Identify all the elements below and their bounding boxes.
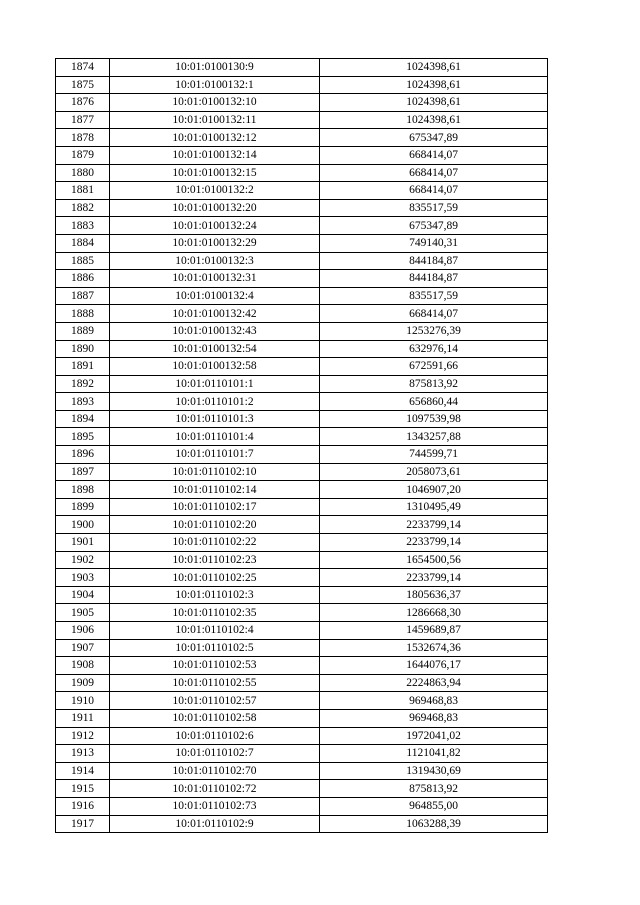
table-row [56, 780, 548, 798]
row-number-cell: 1897 [56, 463, 110, 481]
cadastral-value-cell: 835517,59 [320, 287, 548, 305]
cadastral-value-cell: 668414,07 [320, 146, 548, 164]
cadastral-value-table [55, 58, 548, 833]
row-number-cell: 1892 [56, 375, 110, 393]
row-number-cell: 1890 [56, 340, 110, 358]
cadastral-number-cell: 10:01:0100132:12 [110, 129, 320, 147]
table-row [56, 182, 548, 200]
row-number-cell: 1878 [56, 129, 110, 147]
cadastral-value-cell: 1063288,39 [320, 815, 548, 833]
table-row [56, 252, 548, 270]
table-row [56, 674, 548, 692]
row-number-cell: 1894 [56, 410, 110, 428]
cadastral-value-cell: 1046907,20 [320, 481, 548, 499]
cadastral-number-cell: 10:01:0100132:15 [110, 164, 320, 182]
cadastral-value-cell: 2233799,14 [320, 534, 548, 552]
cadastral-value-cell: 969468,83 [320, 709, 548, 727]
cadastral-number-cell: 10:01:0110102:53 [110, 657, 320, 675]
row-number-cell: 1909 [56, 674, 110, 692]
cadastral-number-cell: 10:01:0110102:7 [110, 745, 320, 763]
row-number-cell: 1881 [56, 182, 110, 200]
cadastral-value-cell: 668414,07 [320, 305, 548, 323]
row-number-cell: 1883 [56, 217, 110, 235]
table-row [56, 745, 548, 763]
row-number-cell: 1906 [56, 622, 110, 640]
cadastral-value-cell: 672591,66 [320, 358, 548, 376]
cadastral-number-cell: 10:01:0110102:22 [110, 534, 320, 552]
table-row [56, 709, 548, 727]
row-number-cell: 1908 [56, 657, 110, 675]
table-row [56, 375, 548, 393]
cadastral-number-cell: 10:01:0110101:1 [110, 375, 320, 393]
cadastral-number-cell: 10:01:0110102:23 [110, 551, 320, 569]
row-number-cell: 1893 [56, 393, 110, 411]
table-row [56, 199, 548, 217]
cadastral-value-cell: 969468,83 [320, 692, 548, 710]
row-number-cell: 1879 [56, 146, 110, 164]
cadastral-number-cell: 10:01:0100132:20 [110, 199, 320, 217]
cadastral-number-cell: 10:01:0110102:73 [110, 797, 320, 815]
cadastral-value-cell: 1024398,61 [320, 76, 548, 94]
cadastral-value-cell: 1121041,82 [320, 745, 548, 763]
cadastral-value-cell: 1310495,49 [320, 498, 548, 516]
cadastral-number-cell: 10:01:0100132:58 [110, 358, 320, 376]
row-number-cell: 1874 [56, 59, 110, 77]
cadastral-number-cell: 10:01:0100132:31 [110, 270, 320, 288]
cadastral-value-cell: 744599,71 [320, 446, 548, 464]
cadastral-value-cell: 1972041,02 [320, 727, 548, 745]
cadastral-value-cell: 835517,59 [320, 199, 548, 217]
row-number-cell: 1882 [56, 199, 110, 217]
row-number-cell: 1876 [56, 94, 110, 112]
table-row [56, 305, 548, 323]
table-row [56, 604, 548, 622]
row-number-cell: 1915 [56, 780, 110, 798]
cadastral-number-cell: 10:01:0100132:14 [110, 146, 320, 164]
cadastral-number-cell: 10:01:0100132:42 [110, 305, 320, 323]
table-row [56, 622, 548, 640]
table-row [56, 692, 548, 710]
table-row [56, 234, 548, 252]
cadastral-number-cell: 10:01:0110102:14 [110, 481, 320, 499]
table-row [56, 797, 548, 815]
row-number-cell: 1900 [56, 516, 110, 534]
cadastral-number-cell: 10:01:0110102:4 [110, 622, 320, 640]
cadastral-number-cell: 10:01:0100132:10 [110, 94, 320, 112]
cadastral-number-cell: 10:01:0100132:54 [110, 340, 320, 358]
table-row [56, 727, 548, 745]
cadastral-value-cell: 1024398,61 [320, 59, 548, 77]
cadastral-number-cell: 10:01:0110101:2 [110, 393, 320, 411]
cadastral-value-cell: 1024398,61 [320, 111, 548, 129]
table-row [56, 393, 548, 411]
table-row [56, 287, 548, 305]
row-number-cell: 1912 [56, 727, 110, 745]
row-number-cell: 1914 [56, 762, 110, 780]
cadastral-number-cell: 10:01:0110102:55 [110, 674, 320, 692]
row-number-cell: 1903 [56, 569, 110, 587]
cadastral-number-cell: 10:01:0100132:1 [110, 76, 320, 94]
cadastral-number-cell: 10:01:0110102:35 [110, 604, 320, 622]
cadastral-number-cell: 10:01:0100132:43 [110, 322, 320, 340]
table-row [56, 762, 548, 780]
cadastral-value-cell: 1644076,17 [320, 657, 548, 675]
table-row [56, 498, 548, 516]
table-row [56, 586, 548, 604]
table-row [56, 428, 548, 446]
table-row [56, 446, 548, 464]
cadastral-number-cell: 10:01:0100132:24 [110, 217, 320, 235]
cadastral-value-cell: 675347,89 [320, 217, 548, 235]
table-row [56, 639, 548, 657]
table-row [56, 322, 548, 340]
cadastral-number-cell: 10:01:0110102:17 [110, 498, 320, 516]
cadastral-number-cell: 10:01:0110102:72 [110, 780, 320, 798]
cadastral-value-cell: 2233799,14 [320, 516, 548, 534]
row-number-cell: 1875 [56, 76, 110, 94]
cadastral-value-cell: 1532674,36 [320, 639, 548, 657]
table-row [56, 569, 548, 587]
cadastral-number-cell: 10:01:0100130:9 [110, 59, 320, 77]
cadastral-value-cell: 1654500,56 [320, 551, 548, 569]
row-number-cell: 1905 [56, 604, 110, 622]
cadastral-value-cell: 1097539,98 [320, 410, 548, 428]
cadastral-value-cell: 2224863,94 [320, 674, 548, 692]
row-number-cell: 1911 [56, 709, 110, 727]
row-number-cell: 1916 [56, 797, 110, 815]
cadastral-value-cell: 875813,92 [320, 375, 548, 393]
row-number-cell: 1904 [56, 586, 110, 604]
cadastral-number-cell: 10:01:0100132:2 [110, 182, 320, 200]
cadastral-value-cell: 749140,31 [320, 234, 548, 252]
row-number-cell: 1896 [56, 446, 110, 464]
cadastral-value-cell: 2058073,61 [320, 463, 548, 481]
cadastral-value-cell: 1343257,88 [320, 428, 548, 446]
cadastral-number-cell: 10:01:0110102:20 [110, 516, 320, 534]
cadastral-number-cell: 10:01:0110102:9 [110, 815, 320, 833]
cadastral-number-cell: 10:01:0110101:3 [110, 410, 320, 428]
cadastral-number-cell: 10:01:0110102:10 [110, 463, 320, 481]
table-row [56, 534, 548, 552]
table-row [56, 111, 548, 129]
cadastral-value-cell: 1319430,69 [320, 762, 548, 780]
cadastral-value-cell: 675347,89 [320, 129, 548, 147]
row-number-cell: 1886 [56, 270, 110, 288]
row-number-cell: 1913 [56, 745, 110, 763]
row-number-cell: 1899 [56, 498, 110, 516]
cadastral-value-cell: 1459689,87 [320, 622, 548, 640]
table-row [56, 94, 548, 112]
table-row [56, 270, 548, 288]
cadastral-number-cell: 10:01:0110102:6 [110, 727, 320, 745]
row-number-cell: 1887 [56, 287, 110, 305]
table-row [56, 76, 548, 94]
cadastral-value-cell: 656860,44 [320, 393, 548, 411]
table-row [56, 481, 548, 499]
table-row [56, 657, 548, 675]
cadastral-number-cell: 10:01:0100132:4 [110, 287, 320, 305]
cadastral-number-cell: 10:01:0100132:3 [110, 252, 320, 270]
cadastral-value-cell: 2233799,14 [320, 569, 548, 587]
row-number-cell: 1910 [56, 692, 110, 710]
cadastral-number-cell: 10:01:0110102:70 [110, 762, 320, 780]
table-body [56, 59, 548, 833]
cadastral-value-cell: 844184,87 [320, 270, 548, 288]
table-row [56, 410, 548, 428]
cadastral-number-cell: 10:01:0100132:29 [110, 234, 320, 252]
cadastral-number-cell: 10:01:0110102:58 [110, 709, 320, 727]
cadastral-value-cell: 875813,92 [320, 780, 548, 798]
cadastral-number-cell: 10:01:0110102:5 [110, 639, 320, 657]
cadastral-value-cell: 1805636,37 [320, 586, 548, 604]
row-number-cell: 1889 [56, 322, 110, 340]
cadastral-number-cell: 10:01:0110102:3 [110, 586, 320, 604]
table-row [56, 340, 548, 358]
cadastral-number-cell: 10:01:0110102:57 [110, 692, 320, 710]
row-number-cell: 1891 [56, 358, 110, 376]
cadastral-value-cell: 1253276,39 [320, 322, 548, 340]
row-number-cell: 1917 [56, 815, 110, 833]
row-number-cell: 1895 [56, 428, 110, 446]
row-number-cell: 1884 [56, 234, 110, 252]
table-row [56, 164, 548, 182]
cadastral-number-cell: 10:01:0100132:11 [110, 111, 320, 129]
cadastral-value-cell: 1286668,30 [320, 604, 548, 622]
cadastral-value-cell: 668414,07 [320, 164, 548, 182]
table-row [56, 146, 548, 164]
table-row [56, 516, 548, 534]
table-row [56, 551, 548, 569]
cadastral-value-cell: 668414,07 [320, 182, 548, 200]
cadastral-value-cell: 1024398,61 [320, 94, 548, 112]
row-number-cell: 1902 [56, 551, 110, 569]
table-row [56, 463, 548, 481]
cadastral-value-cell: 844184,87 [320, 252, 548, 270]
row-number-cell: 1877 [56, 111, 110, 129]
cadastral-number-cell: 10:01:0110101:4 [110, 428, 320, 446]
table-row [56, 59, 548, 77]
cadastral-value-cell: 964855,00 [320, 797, 548, 815]
row-number-cell: 1901 [56, 534, 110, 552]
row-number-cell: 1880 [56, 164, 110, 182]
row-number-cell: 1888 [56, 305, 110, 323]
cadastral-number-cell: 10:01:0110101:7 [110, 446, 320, 464]
table-row [56, 815, 548, 833]
row-number-cell: 1907 [56, 639, 110, 657]
cadastral-value-cell: 632976,14 [320, 340, 548, 358]
cadastral-number-cell: 10:01:0110102:25 [110, 569, 320, 587]
row-number-cell: 1885 [56, 252, 110, 270]
table-row [56, 358, 548, 376]
table-row [56, 217, 548, 235]
table-row [56, 129, 548, 147]
row-number-cell: 1898 [56, 481, 110, 499]
